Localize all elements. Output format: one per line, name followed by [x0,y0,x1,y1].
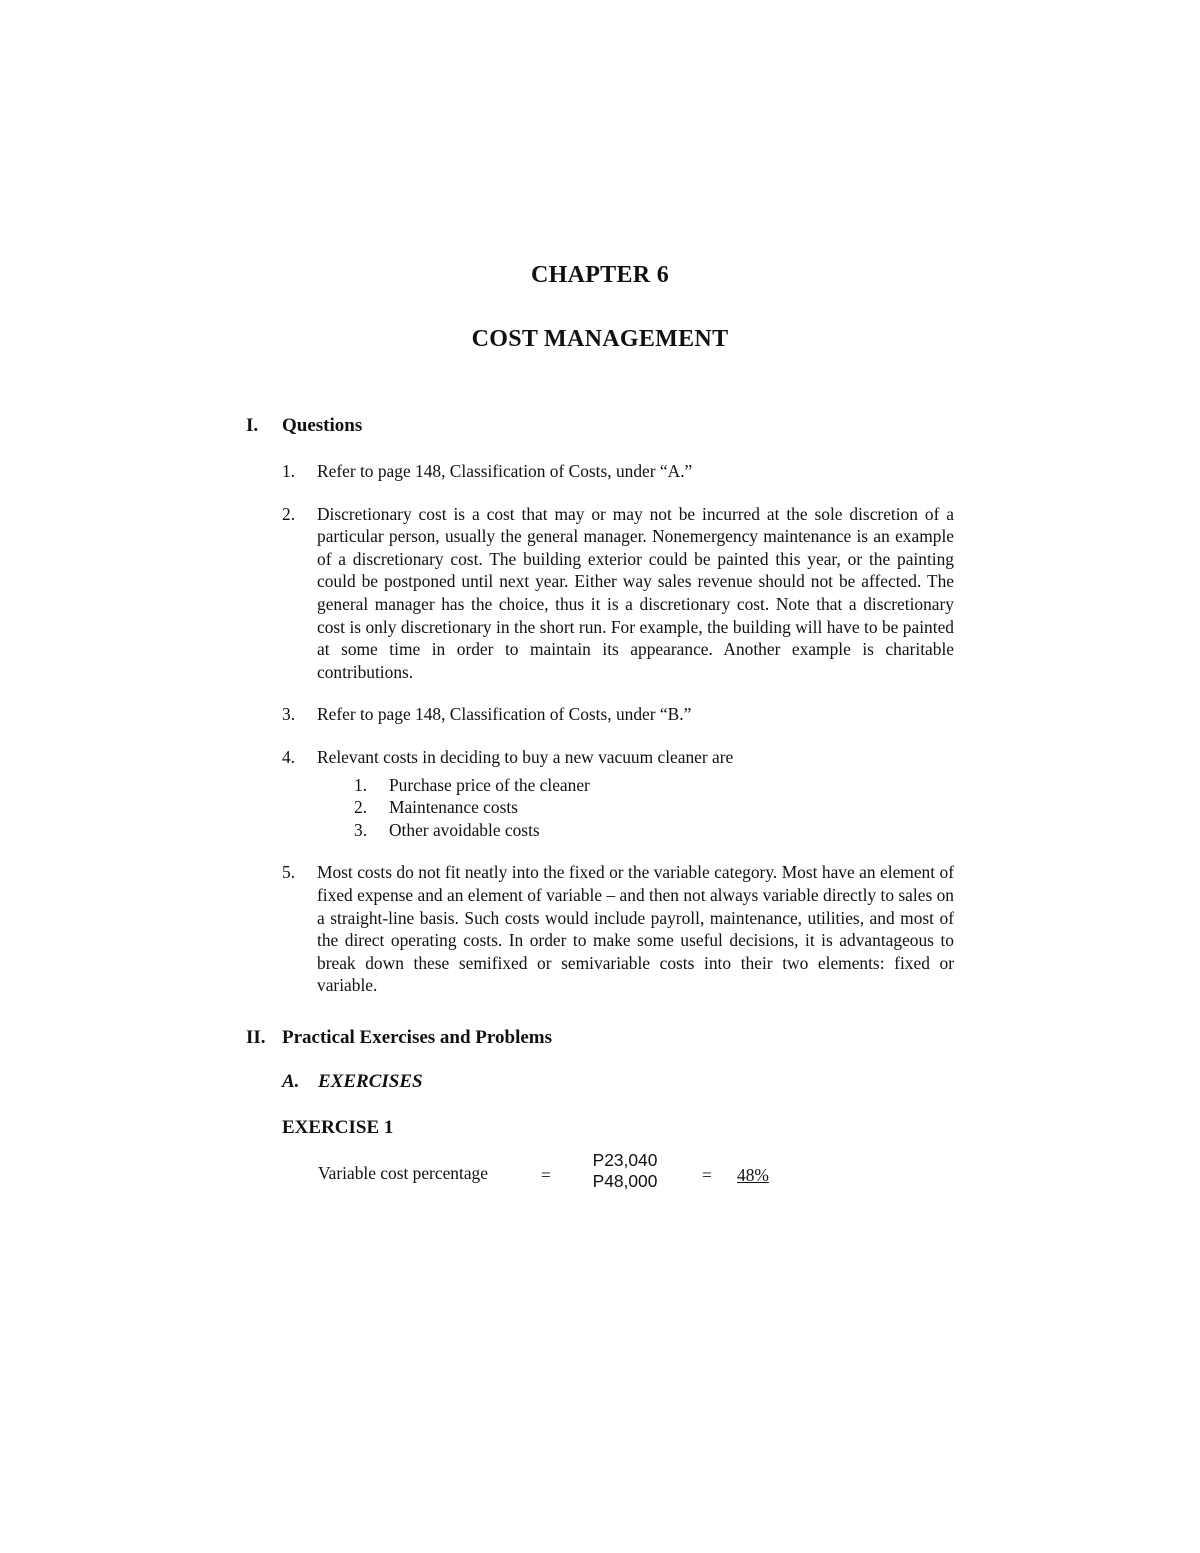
section-number: II. [246,1027,266,1048]
section-title: Questions [282,415,363,436]
chapter-title: CHAPTER 6 [530,262,670,288]
question-text: Refer to page 148, Classification of Costs, under “B.” [317,704,692,725]
question-list [282,460,954,1017]
formula-label: Variable cost percentage [318,1163,488,1183]
question-number: 3. [282,704,296,725]
fraction-denominator: P48,000 [592,1171,658,1191]
sub-item-number: 1. [354,774,368,795]
sub-item-text: Purchase price of the cleaner [389,774,590,795]
question-number: 5. [282,862,296,883]
section-heading-practical [246,1027,552,1049]
section-heading-questions [246,415,362,437]
question-item [282,746,954,841]
fraction [585,1150,665,1192]
sub-item-text: Other avoidable costs [389,819,540,840]
subsection-heading [282,1071,423,1093]
sub-item-number: 2. [354,797,368,818]
equals-sign: = [541,1165,551,1185]
subsection-number: A. [282,1071,300,1092]
question-number: 1. [282,461,296,481]
question-number: 2. [282,503,296,524]
subsection-title: EXERCISES [318,1071,423,1092]
sub-item [354,774,954,797]
question-item [282,703,954,726]
sub-item-text: Maintenance costs [389,797,518,818]
sub-item [354,796,954,819]
question-text: Relevant costs in deciding to buy a new vacuum cleaner are [317,746,734,767]
question-item [282,861,954,997]
question-text: Discretionary cost is a cost that may or may not be incurred at the sole discretion of a particular person, usually the general manager. Nonemergency maintenance is an example of a discretionary cost. The building exterior could be painted this year, or the painting could be postponed until next year. Either way sales revenue should not be affected. The general manager has the choice, thus it is a discretionary cost. Note that a discretionary cost is only discretionary in the short run. For example, the building will have to be painted at some time in order to maintain its appearance. Another example is charitable contributions. [317,503,954,682]
question-text: Most costs do not fit neatly into the fixed or the variable category. Most have an element of fixed expense and an element of variable – and then not always variable directly to sales on a straight-line basis. Such costs would include payroll, maintenance, utilities, and most of the direct operating costs. In order to make some useful decisions, it is advantageous to break down these semifixed or semivariable costs into their two elements: fixed or variable. [317,862,954,996]
sub-item-number: 3. [354,819,368,840]
sub-list [317,774,954,842]
section-title: Practical Exercises and Problems [282,1027,552,1048]
question-item [282,460,954,483]
chapter-subtitle: COST MANAGEMENT [471,326,729,352]
fraction-numerator: P23,040 [592,1150,658,1170]
exercise-title: EXERCISE 1 [282,1117,394,1138]
section-number: I. [246,415,259,436]
question-text: Refer to page 148, Classification of Costs, under “A.” [317,461,693,481]
sub-item [354,819,954,842]
question-item [282,503,954,684]
question-number: 4. [282,746,296,767]
equals-sign: = [702,1165,712,1185]
formula-result: 48% [737,1165,769,1185]
